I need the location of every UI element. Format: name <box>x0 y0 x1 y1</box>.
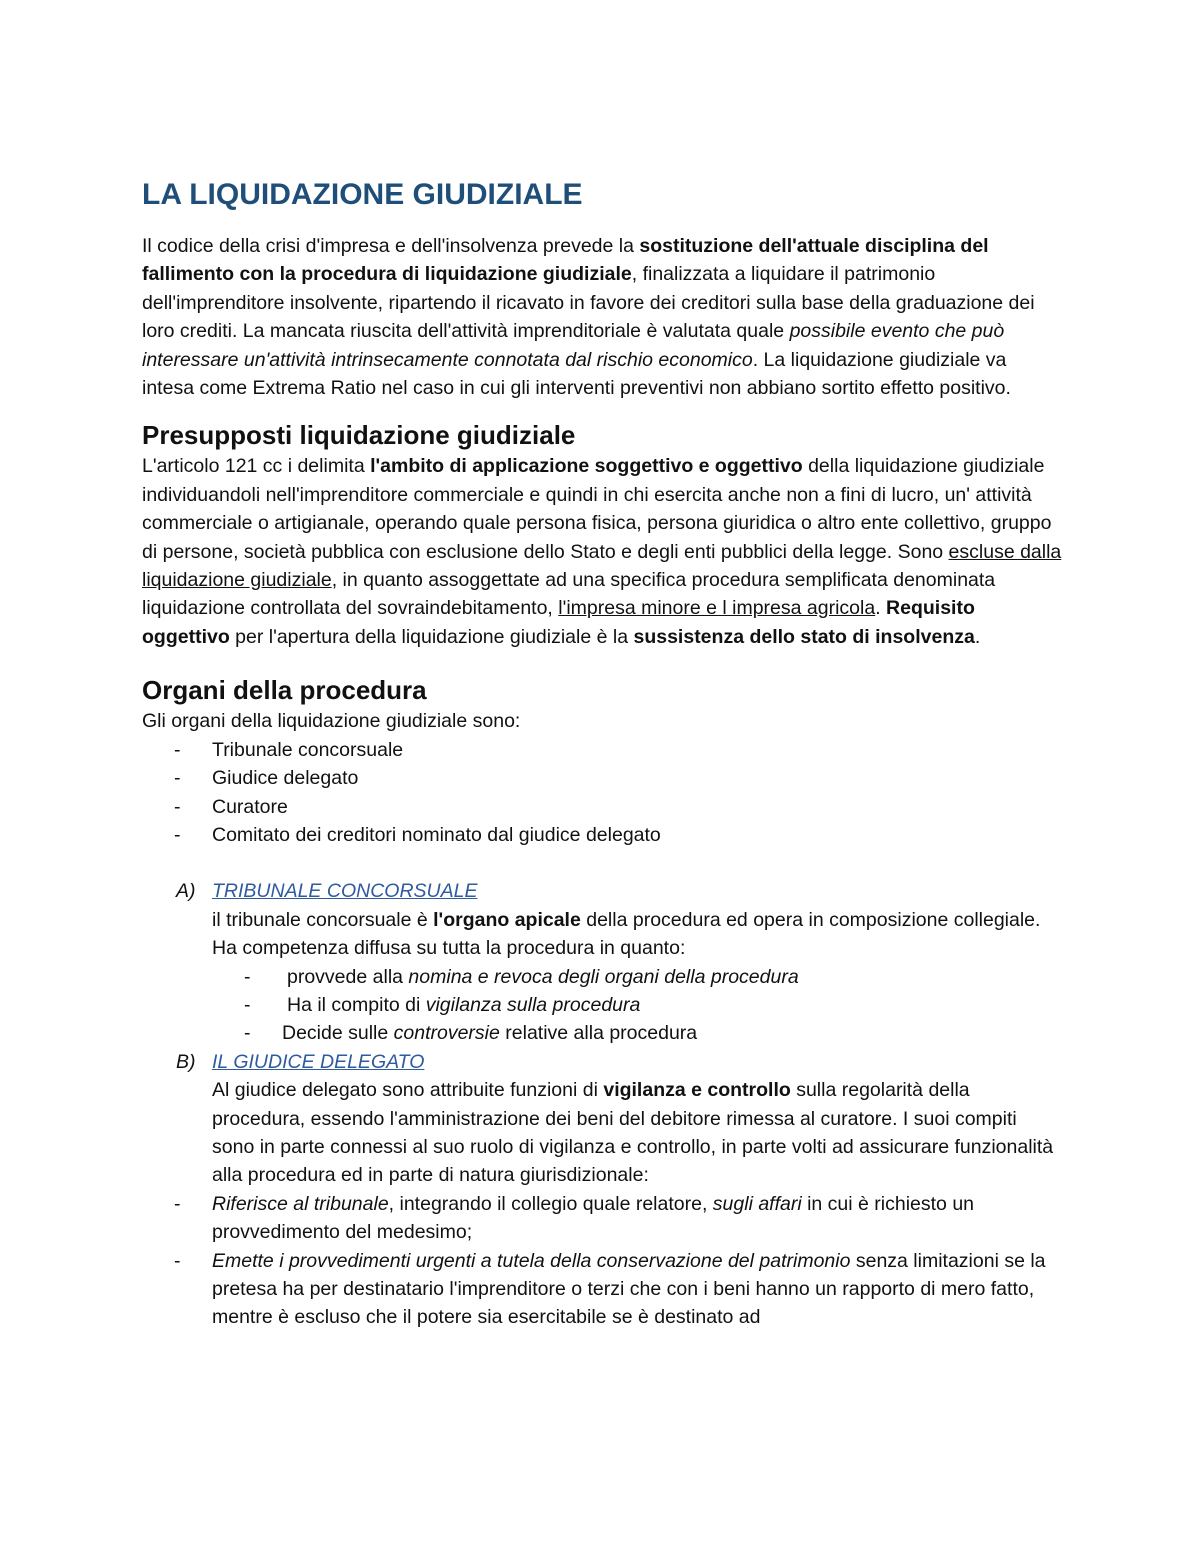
dash-bullet: - <box>244 1022 251 1045</box>
text-run: Ha il compito di <box>287 993 426 1016</box>
tribunale-paragraph <box>212 906 1062 963</box>
list-item <box>142 991 1062 1019</box>
dash-bullet: - <box>174 738 181 761</box>
dash-bullet: - <box>244 993 251 1016</box>
text-run: L'articolo 121 cc i delimita <box>142 455 371 478</box>
bold-run: l'organo apicale <box>433 908 581 931</box>
text-run: Il codice della crisi d'impresa e dell'insolvenza prevede la <box>142 235 640 257</box>
text-run: Decide sulle <box>282 1022 394 1045</box>
dash-bullet: - <box>174 1192 181 1215</box>
list-item <box>142 1190 1062 1247</box>
text-run: , finalizzata a liquidare il patrimonio dell'imprenditore insolvente, ripartendo il ricavato in favore dei creditori sulla base della graduazione dei loro crediti. La mancata riuscita dell'attività imprenditoriale è valutata quale <box>142 263 1035 343</box>
italic-run: Emette i provvedimenti urgenti a tutela della conservazione del patrimonio <box>212 1249 851 1272</box>
text-run: , in quanto assoggettate ad una specifica procedura semplificata denominata liquidazione controllata del sovraindebitamento, <box>142 569 996 620</box>
dash-bullet: - <box>244 965 251 988</box>
text-run: relative alla procedura <box>499 1022 698 1045</box>
text-run: . <box>974 625 981 648</box>
text-run: della liquidazione giudiziale individuandoli nell'imprenditore commerciale e quindi in chi esercita anche non a fini di lucro, un' attività commerciale o artigianale, operando quale persona fisica, persona giuridica o altro ente collettivo, gruppo di persone, società pubblica con esclusione dello Stato e degli enti pubblici della legge. Sono <box>142 455 1052 563</box>
dash-bullet: - <box>174 823 181 846</box>
list-item <box>142 1247 1062 1332</box>
section-heading-presupposti: Presupposti liquidazione giudiziale <box>142 420 576 451</box>
document-title: LA LIQUIDAZIONE GIUDIZIALE <box>142 178 583 211</box>
text-run: della procedura ed opera in composizione collegiale. Ha competenza diffusa su tutta la procedura in quanto: <box>212 908 1041 960</box>
text-run: Al giudice delegato sono attribuite funzioni di <box>212 1079 604 1102</box>
dash-bullet: - <box>174 1249 181 1272</box>
text-run: in cui è richiesto un provvedimento del medesimo; <box>212 1192 975 1244</box>
tribunale-heading-link[interactable]: TRIBUNALE CONCORSUALE <box>212 880 478 903</box>
bold-run: sussistenza dello stato di insolvenza <box>633 625 975 648</box>
bold-run: sostituzione dell'attuale disciplina del fallimento con la procedura di liquidazione giudiziale <box>142 235 989 286</box>
bold-run: Requisito oggettivo <box>142 597 975 648</box>
dash-bullet: - <box>174 795 181 818</box>
text-run: , integrando il collegio quale relatore, <box>388 1192 713 1215</box>
giudice-heading-link[interactable]: IL GIUDICE DELEGATO <box>212 1050 425 1073</box>
tribunale-list <box>142 963 1062 1048</box>
list-item <box>142 764 1062 792</box>
italic-run: controversie <box>393 1022 500 1045</box>
text-run: sulla regolarità della procedura, essendo l'amministrazione dei beni del debitore rimessa al curatore. I suoi compiti sono in parte connessi al suo ruolo di vigilanza e controllo, in parte volti ad assicurare funzionalità alla procedura ed in parte di natura giurisdizionale: <box>212 1079 1054 1187</box>
list-letter: B) <box>176 1050 196 1073</box>
giudice-paragraph <box>212 1076 1062 1190</box>
bold-run: vigilanza e controllo <box>603 1079 791 1102</box>
dash-bullet: - <box>174 767 181 790</box>
spacer <box>142 849 1062 877</box>
text-run: senza limitazioni se la pretesa ha per destinatario l'imprenditore o terzi che con i beni hanno un rapporto di mero fatto, mentre è escluso che il potere sia esercitabile se è destinato ad <box>212 1249 1046 1329</box>
italic-run: vigilanza sulla procedura <box>425 993 641 1016</box>
text-run: . La liquidazione giudiziale va intesa come Extrema Ratio nel caso in cui gli interventi preventivi non abbiano sortito effetto positivo. <box>142 348 1011 400</box>
tribunale-block <box>142 877 1062 962</box>
bold-run: l'ambito di applicazione soggettivo e oggettivo <box>370 455 803 478</box>
list-item <box>142 1019 1062 1047</box>
list-item <box>142 793 1062 821</box>
list-item <box>142 821 1062 849</box>
intro-paragraph <box>142 232 1062 402</box>
text-run: il tribunale concorsuale è <box>212 908 434 931</box>
text-run: . <box>875 597 887 620</box>
italic-run: possibile evento che può interessare un'attività intrinsecamente connotata dal rischio economico <box>142 320 1005 371</box>
list-item-text: Curatore <box>212 795 288 818</box>
list-item-text: Tribunale concorsuale <box>212 738 404 761</box>
list-item <box>142 963 1062 991</box>
underline-run: l'impresa minore e l impresa agricola <box>558 597 876 620</box>
section-heading-organi: Organi della procedura <box>142 675 427 706</box>
document-body <box>142 176 1062 1332</box>
list-item-text: Giudice delegato <box>212 767 359 790</box>
list-item <box>142 736 1062 764</box>
giudice-block <box>142 1048 1062 1190</box>
list-item-text: Comitato dei creditori nominato dal giudice delegato <box>212 823 661 846</box>
italic-run: nomina e revoca degli organi della procedura <box>408 965 799 988</box>
presupposti-paragraph <box>142 452 1062 651</box>
italic-run: Riferisce al tribunale <box>212 1192 389 1215</box>
underline-run: escluse dalla liquidazione giudiziale <box>142 540 1062 592</box>
organi-lead: Gli organi della liquidazione giudiziale sono: <box>142 710 521 733</box>
organi-list <box>142 736 1062 850</box>
list-letter: A) <box>176 880 196 903</box>
text-run: provvede alla <box>287 965 409 988</box>
italic-run: sugli affari <box>712 1192 802 1215</box>
text-run: per l'apertura della liquidazione giudiziale è la <box>229 625 634 648</box>
giudice-list <box>142 1190 1062 1332</box>
